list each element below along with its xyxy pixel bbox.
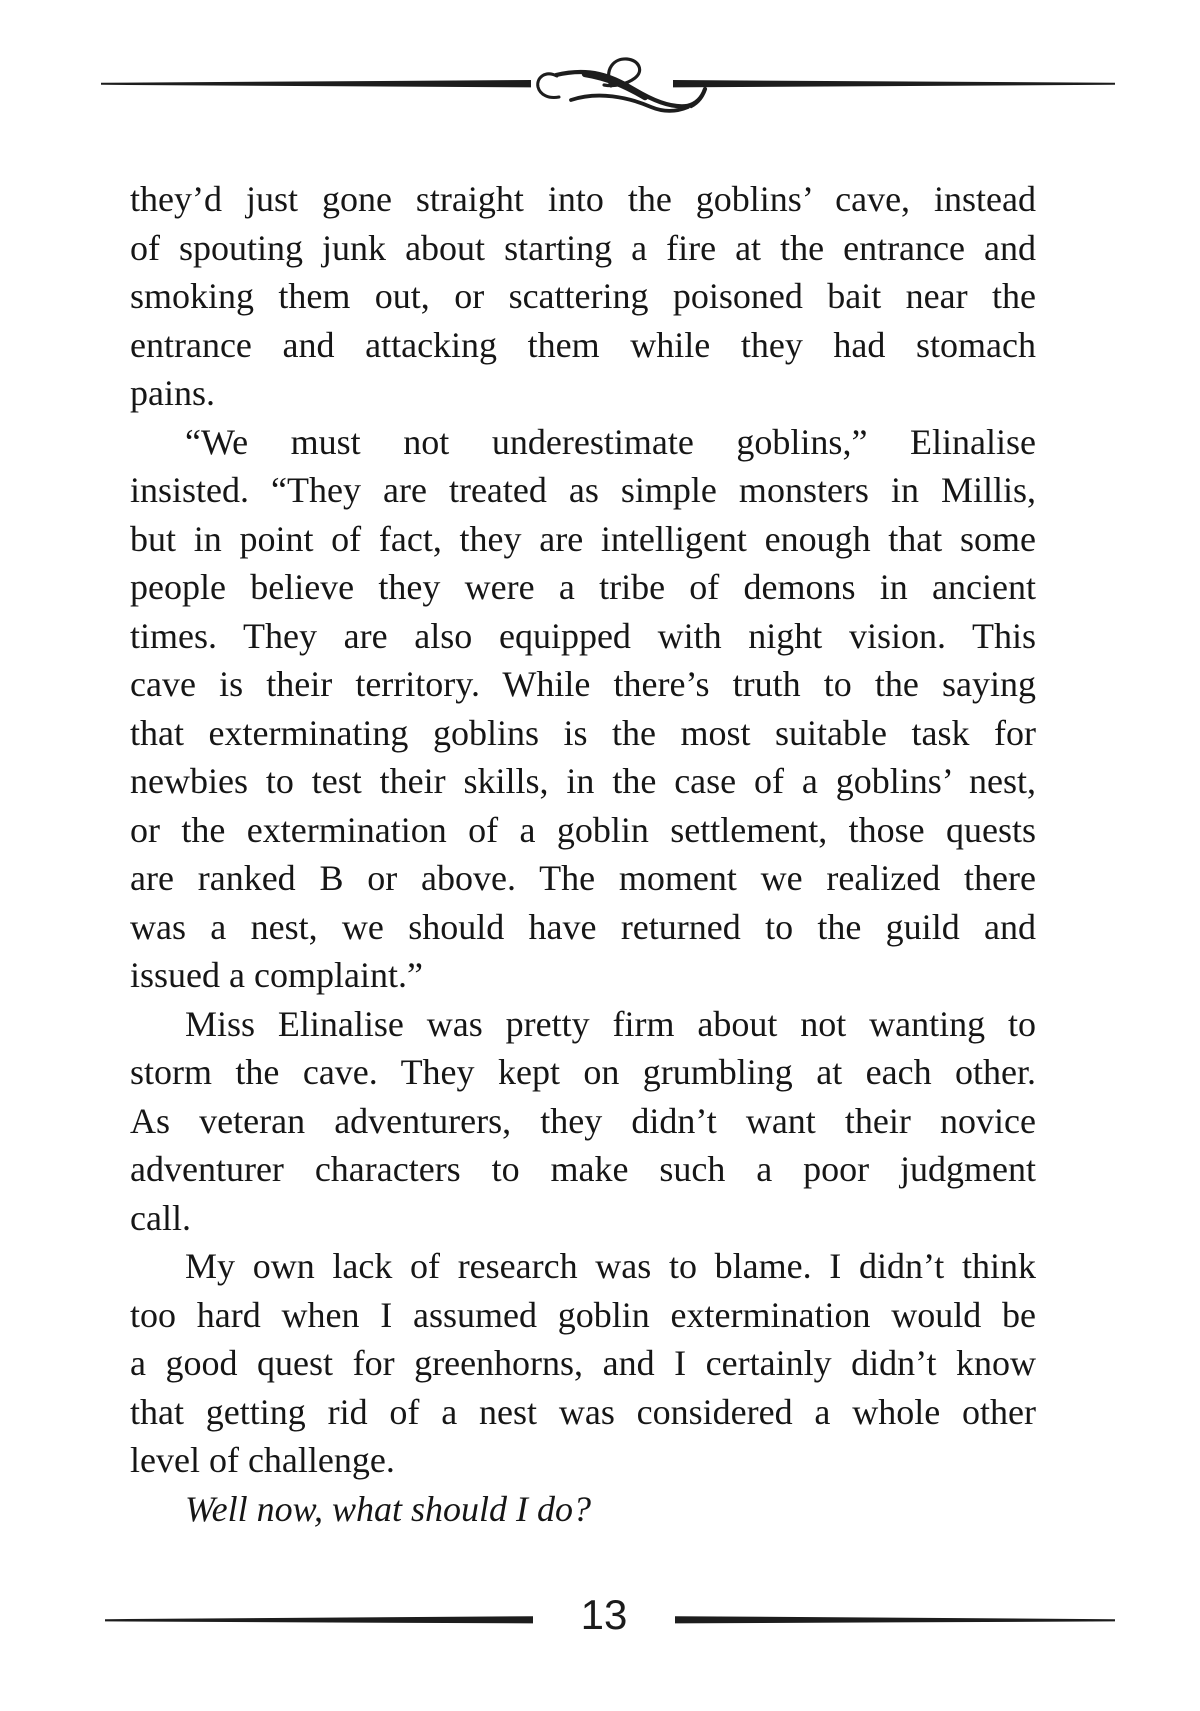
text-line: of spouting junk about starting a fire at the entrance and <box>130 227 1036 268</box>
flourish-icon <box>101 59 1115 111</box>
text-line: people believe they were a tribe of demons in ancient <box>130 567 1036 607</box>
text-line: that exterminating goblins is the most suitable task for <box>130 712 1036 753</box>
text-line: cave is their territory. While there’s truth to the saying <box>130 664 1036 704</box>
text-line: As veteran adventurers, they didn’t want their novice <box>130 1100 1036 1141</box>
text-line: entrance and attacking them while they had stomach <box>130 324 1036 365</box>
text-line: that getting rid of a nest was considered a whole other <box>130 1391 1036 1432</box>
text-line: issued a complaint.” <box>130 955 423 995</box>
text-line: My own lack of research was to blame. I didn’t think <box>185 1246 1036 1286</box>
text-line: too hard when I assumed goblin extermination would be <box>130 1294 1036 1335</box>
text-line: “We must not underestimate goblins,” Elinalise <box>185 421 1036 462</box>
text-line: times. They are also equipped with night vision. This <box>130 615 1036 656</box>
text-line: storm the cave. They kept on grumbling at each other. <box>130 1052 1036 1092</box>
body-text <box>130 175 1036 1533</box>
text-line: or the extermination of a goblin settlement, those quests <box>130 809 1036 850</box>
text-line: they’d just gone straight into the goblins’ cave, instead <box>130 179 1036 219</box>
text-line: adventurer characters to make such a poor judgment <box>130 1149 1036 1189</box>
text-line-italic: Well now, what should I do? <box>185 1488 592 1529</box>
page-number: 13 <box>580 1591 628 1638</box>
text-line: smoking them out, or scattering poisoned bait near the <box>130 276 1036 316</box>
header-rule-right <box>673 80 1115 87</box>
text-line: level of challenge. <box>130 1440 395 1480</box>
text-line: was a nest, we should have returned to the guild and <box>130 906 1036 947</box>
footer-rule-left <box>105 1616 533 1623</box>
text-line: but in point of fact, they are intelligent enough that some <box>130 518 1036 559</box>
text-line: are ranked B or above. The moment we realized there <box>130 858 1036 898</box>
text-line: insisted. “They are treated as simple monsters in Millis, <box>130 470 1036 510</box>
text-line: newbies to test their skills, in the case of a goblins’ nest, <box>130 761 1036 801</box>
header-divider <box>0 0 1200 150</box>
text-line: a good quest for greenhorns, and I certainly didn’t know <box>130 1343 1036 1383</box>
header-rule-left <box>101 80 531 87</box>
text-line: Miss Elinalise was pretty firm about not wanting to <box>185 1003 1036 1044</box>
text-line: pains. <box>130 373 215 413</box>
footer-rule-right <box>675 1616 1115 1623</box>
text-line: call. <box>130 1197 191 1238</box>
